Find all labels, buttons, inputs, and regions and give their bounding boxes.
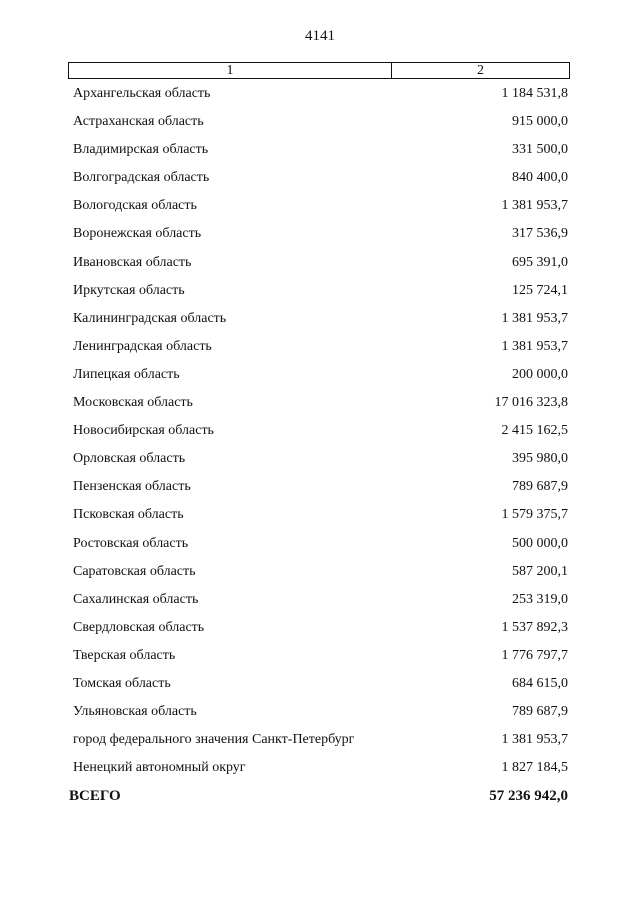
amount: 200 000,0	[512, 366, 568, 382]
amount: 253 319,0	[512, 591, 568, 607]
amount: 789 687,9	[512, 704, 568, 720]
amount: 789 687,9	[512, 479, 568, 495]
table-row	[0, 193, 640, 221]
table-row	[0, 250, 640, 278]
column-header-1: 1	[69, 63, 392, 78]
total-value: 57 236 942,0	[489, 788, 568, 804]
region-name: Ивановская область	[73, 254, 192, 270]
amount: 317 536,9	[512, 226, 568, 242]
table-row	[0, 362, 640, 390]
amount: 915 000,0	[512, 114, 568, 130]
region-name: Московская область	[73, 395, 193, 411]
region-name: Пензенская область	[73, 479, 191, 495]
table-row	[0, 390, 640, 418]
amount: 1 381 953,7	[501, 338, 568, 354]
amount: 1 537 892,3	[501, 619, 568, 635]
table-row	[0, 109, 640, 137]
region-name: Ленинградская область	[73, 338, 212, 354]
table-row	[0, 334, 640, 362]
region-name: Томская область	[73, 675, 171, 691]
table-row	[0, 446, 640, 474]
region-name: Астраханская область	[73, 114, 204, 130]
table-row	[0, 531, 640, 559]
amount: 1 827 184,5	[501, 760, 568, 776]
region-name: Владимирская область	[73, 142, 209, 158]
region-name: Калининградская область	[73, 310, 227, 326]
table-row	[0, 502, 640, 530]
table-row	[0, 306, 640, 334]
amount: 684 615,0	[512, 675, 568, 691]
table-row	[0, 221, 640, 249]
table-row	[0, 587, 640, 615]
region-name: Иркутская область	[73, 282, 185, 298]
amount: 331 500,0	[512, 142, 568, 158]
region-name: Ростовская область	[73, 535, 189, 551]
table-row	[0, 474, 640, 502]
region-name: Орловская область	[73, 451, 186, 467]
amount: 1 184 531,8	[501, 86, 568, 101]
amount: 500 000,0	[512, 535, 568, 551]
table-body	[0, 81, 640, 783]
table-row	[0, 165, 640, 193]
region-name: Свердловская область	[73, 619, 205, 635]
region-name: Воронежская область	[73, 226, 202, 242]
amount: 17 016 323,8	[494, 395, 568, 411]
table-row	[0, 278, 640, 306]
amount: 395 980,0	[512, 451, 568, 467]
amount: 1 579 375,7	[501, 507, 568, 523]
total-label: ВСЕГО	[69, 788, 121, 804]
region-name: Тверская область	[73, 647, 176, 663]
region-name: Псковская область	[73, 507, 184, 523]
region-name: Вологодская область	[73, 198, 197, 214]
table-row	[0, 137, 640, 165]
amount: 2 415 162,5	[501, 423, 568, 439]
amount: 1 381 953,7	[501, 310, 568, 326]
table-row	[0, 699, 640, 727]
region-name: Волгоградская область	[73, 170, 210, 186]
region-name: Сахалинская область	[73, 591, 199, 607]
total-row	[0, 788, 640, 810]
amount: 587 200,1	[512, 563, 568, 579]
amount: 840 400,0	[512, 170, 568, 186]
table-row	[0, 727, 640, 755]
region-name: Липецкая область	[73, 366, 180, 382]
page-number: 4141	[305, 28, 335, 44]
table-row	[0, 643, 640, 671]
table-header	[68, 62, 570, 79]
amount: 1 776 797,7	[501, 647, 568, 663]
region-name: Ненецкий автономный округ	[73, 760, 246, 776]
region-name: Ульяновская область	[73, 704, 197, 720]
region-name: Новосибирская область	[73, 423, 214, 439]
region-name: город федерального значения Санкт-Петербург	[73, 732, 355, 748]
table-row	[0, 418, 640, 446]
table-row	[0, 559, 640, 587]
table-row	[0, 755, 640, 783]
column-header-2: 2	[477, 62, 484, 78]
table-row	[0, 615, 640, 643]
region-name: Архангельская область	[73, 86, 211, 101]
table-row	[0, 671, 640, 699]
amount: 1 381 953,7	[501, 732, 568, 748]
amount: 1 381 953,7	[501, 198, 568, 214]
table-row	[0, 81, 640, 109]
amount: 125 724,1	[512, 282, 568, 298]
region-name: Саратовская область	[73, 563, 196, 579]
amount: 695 391,0	[512, 254, 568, 270]
